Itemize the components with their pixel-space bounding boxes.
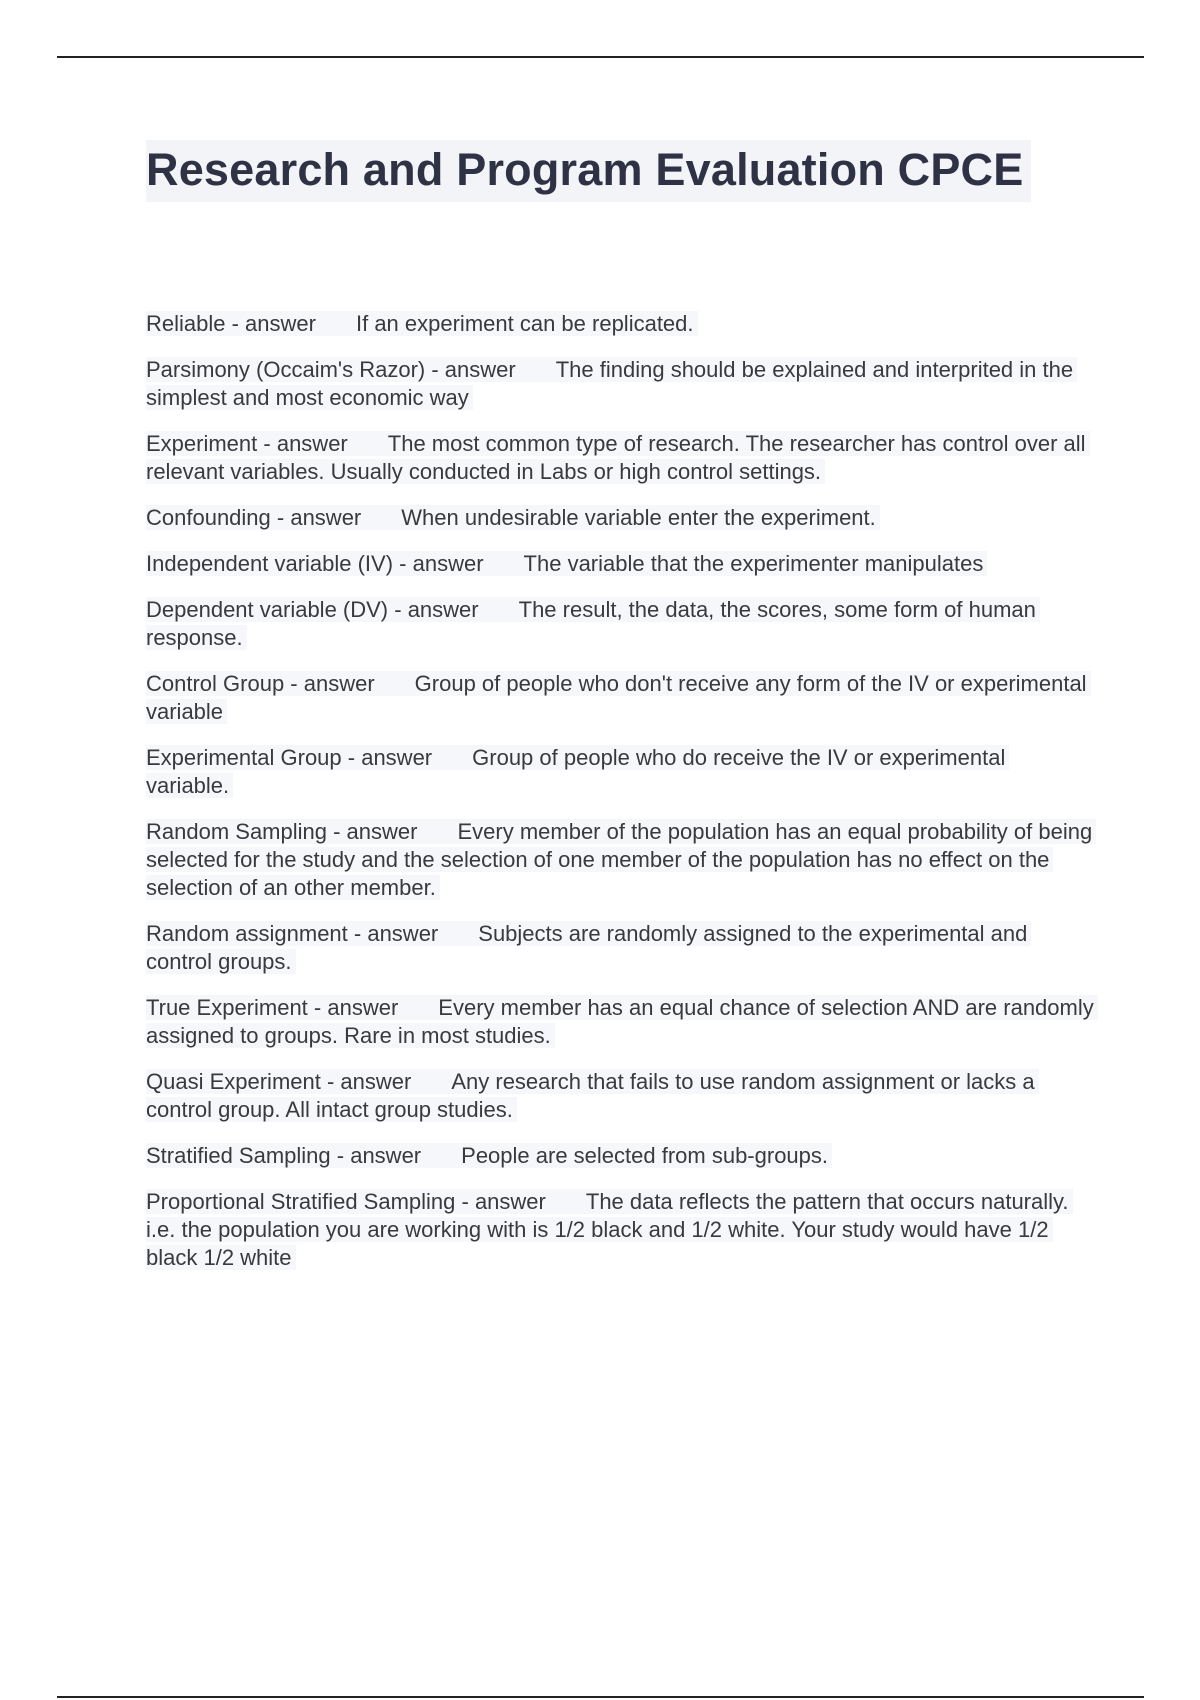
qa-definition: The variable that the experimenter manipulates: [523, 551, 984, 576]
qa-term: Dependent variable (DV): [146, 597, 389, 622]
qa-term: Parsimony (Occaim's Razor): [146, 357, 426, 382]
qa-definition: Every member of the population has an equal probability of being selected for the study and the selection of one member of the population has no effect on the selection of an other member.: [146, 819, 1093, 900]
qa-term: Proportional Stratified Sampling: [146, 1189, 456, 1214]
qa-definition: Subjects are randomly assigned to the experimental and control groups.: [146, 921, 1028, 974]
qa-term: Control Group: [146, 671, 285, 696]
answer-separator: - answer: [326, 819, 418, 844]
qa-item: [146, 596, 1096, 652]
qa-term: Experimental Group: [146, 745, 342, 770]
qa-item: [146, 310, 1096, 338]
qa-definition: The finding should be explained and interprited in the simplest and most economic way: [146, 357, 1074, 410]
qa-item: [146, 744, 1096, 800]
qa-term: Stratified Sampling: [146, 1143, 331, 1168]
qa-term: Independent variable (IV): [146, 551, 394, 576]
qa-definition: Group of people who don't receive any form of the IV or experimental variable: [146, 671, 1087, 724]
qa-term: Quasi Experiment: [146, 1069, 321, 1094]
qa-item: [146, 504, 1096, 532]
qa-definition: Every member has an equal chance of selection AND are randomly assigned to groups. Rare in most studies.: [146, 995, 1094, 1048]
answer-separator: - answer: [307, 995, 399, 1020]
qa-term: Random assignment: [146, 921, 348, 946]
qa-term: Confounding: [146, 505, 271, 530]
qa-item: [146, 670, 1096, 726]
bottom-rule: [57, 1696, 1144, 1698]
qa-item: [146, 430, 1096, 486]
answer-separator: - answer: [425, 357, 516, 382]
answer-separator: - answer: [393, 551, 484, 576]
top-rule: [57, 56, 1144, 58]
qa-definition: If an experiment can be replicated.: [355, 311, 694, 336]
answer-separator: - answer: [284, 671, 375, 696]
answer-separator: - answer: [270, 505, 362, 530]
qa-item: [146, 994, 1096, 1050]
qa-term: Random Sampling: [146, 819, 327, 844]
answer-separator: - answer: [330, 1143, 422, 1168]
answer-separator: - answer: [341, 745, 433, 770]
qa-list: [146, 310, 1096, 1290]
page-title: Research and Program Evaluation CPCE: [146, 140, 1031, 202]
answer-separator: - answer: [388, 597, 479, 622]
qa-definition: People are selected from sub-groups.: [461, 1143, 829, 1168]
qa-item: [146, 1068, 1096, 1124]
answer-separator: - answer: [225, 311, 316, 336]
qa-item: [146, 356, 1096, 412]
answer-separator: - answer: [455, 1189, 546, 1214]
qa-definition: The result, the data, the scores, some form of human response.: [146, 597, 1036, 650]
qa-item: [146, 1142, 1096, 1170]
qa-item: [146, 920, 1096, 976]
answer-separator: - answer: [320, 1069, 412, 1094]
qa-item: [146, 818, 1096, 902]
qa-item: [146, 550, 1096, 578]
answer-separator: - answer: [257, 431, 348, 456]
answer-separator: - answer: [347, 921, 439, 946]
qa-term: Reliable: [146, 311, 226, 336]
qa-definition: The most common type of research. The researcher has control over all relevant variables. Usually conducted in Labs or high control settings.: [146, 431, 1086, 484]
qa-definition: Group of people who do receive the IV or experimental variable.: [146, 745, 1006, 798]
qa-term: True Experiment: [146, 995, 308, 1020]
qa-item: [146, 1188, 1096, 1272]
qa-term: Experiment: [146, 431, 258, 456]
qa-definition: Any research that fails to use random assignment or lacks a control group. All intact group studies.: [146, 1069, 1035, 1122]
qa-definition: When undesirable variable enter the experiment.: [401, 505, 876, 530]
qa-definition: The data reflects the pattern that occurs naturally. i.e. the population you are working with is 1/2 black and 1/2 white. Your study would have 1/2 black 1/2 white: [146, 1189, 1069, 1270]
